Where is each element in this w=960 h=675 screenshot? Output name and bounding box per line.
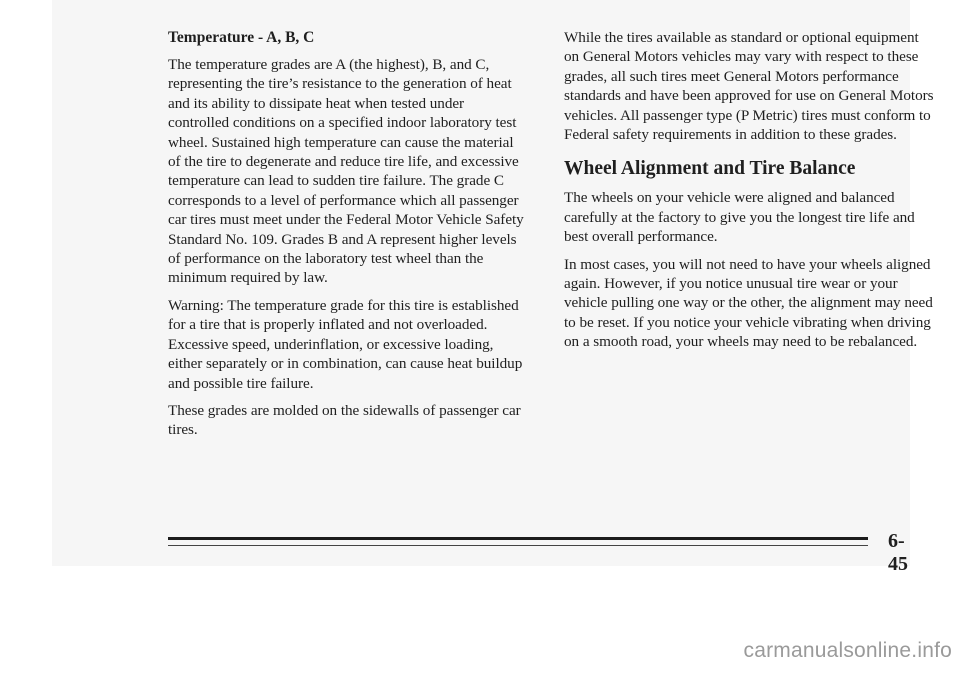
warning-paragraph: Warning: The temperature grade for this tire is established for a tire that is properly inflated and not overloaded. Excessive speed, underinflation, or excessive loading, either separately or in combination, can cause heat buildup and possible tire failure. <box>168 296 523 392</box>
right-column <box>564 28 934 360</box>
left-column <box>168 28 528 448</box>
rebalance-paragraph: In most cases, you will not need to have your wheels aligned again. However, if you notice unusual tire wear or your vehicle pulling one way or the other, the alignment may need to be reset. If you notice your vehicle vibrating when driving on a smooth road, your wheels may need to be rebalanced. <box>564 255 933 351</box>
sidewall-paragraph: These grades are molded on the sidewalls of passenger car tires. <box>168 401 521 439</box>
alignment-paragraph: The wheels on your vehicle were aligned and balanced carefully at the factory to give you the longest tire life and best overall performance. <box>564 189 915 246</box>
footer-rule-thin <box>168 545 868 546</box>
watermark-text: carmanualsonline.info <box>743 639 952 662</box>
section-title: Wheel Alignment and Tire Balance <box>564 158 856 180</box>
manual-page <box>52 0 934 575</box>
temperature-heading: Temperature - A, B, C <box>168 29 315 46</box>
footer-rule-thick <box>168 537 868 540</box>
temperature-paragraph: The temperature grades are A (the highest), B, and C, representing the tire’s resistance to the generation of heat and its ability to dissipate heat when tested under controlled conditions on a specified indoor laboratory test wheel. Sustained high temperature can cause the material of the tire to degenerate and reduce tire life, and excessive temperature can lead to sudden tire failure. The grade C corresponds to a level of performance which all passenger car tires must meet under the Federal Motor Vehicle Safety Standard No. 109. Grades B and A represent higher levels of performance on the laboratory test wheel than the minimum required by law. <box>168 56 524 287</box>
gm-tires-paragraph: While the tires available as standard or optional equipment on General Motors vehicles may vary with respect to these grades, all such tires meet General Motors performance standards and have been approved for use on General Motors vehicles. All passenger type (P Metric) tires must conform to Federal safety requirements in addition to these grades. <box>564 29 934 144</box>
page-number: 6-45 <box>888 530 908 575</box>
